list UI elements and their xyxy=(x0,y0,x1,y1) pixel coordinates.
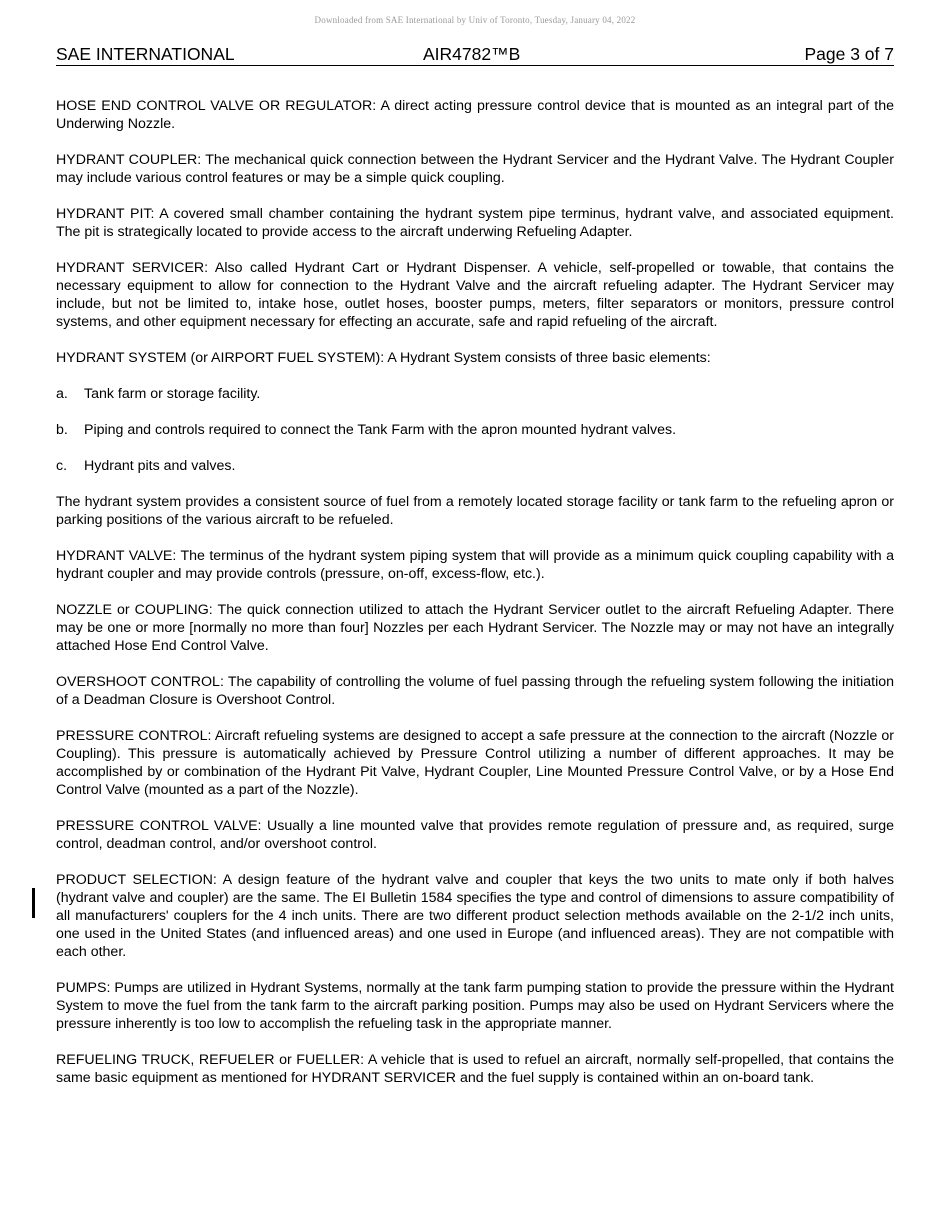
list-item xyxy=(56,385,894,403)
list-item-letter: b. xyxy=(56,422,68,438)
list-item-text: Hydrant pits and valves. xyxy=(84,458,236,474)
definition-paragraph: PRESSURE CONTROL: Aircraft refueling systems are designed to accept a safe pressure at the connection to the aircraft (Nozzle or Coupling). This pressure is automatically achieved by Pressure Control utilizing a number of different approaches. It may be accomplished by or combination of the Hydrant Pit Valve, Hydrant Coupler, Line Mounted Pressure Control Valve, or by a Hose End Control Valve (mounted as a part of the Nozzle). xyxy=(56,728,894,798)
definition-paragraph: HYDRANT VALVE: The terminus of the hydrant system piping system that will provide as a minimum quick coupling capability with a hydrant coupler and may provide controls (pressure, on-off, excess-flow, etc.). xyxy=(56,548,894,582)
download-watermark: Downloaded from SAE International by Univ of Toronto, Tuesday, January 04, 2022 xyxy=(314,15,636,25)
definition-paragraph: PRESSURE CONTROL VALVE: Usually a line mounted valve that provides remote regulation of pressure and, as required, surge control, deadman control, and/or overshoot control. xyxy=(56,818,894,852)
header-page-number: Page 3 of 7 xyxy=(804,44,894,64)
definition-paragraph: PRODUCT SELECTION: A design feature of the hydrant valve and coupler that keys the two units to mate only if both halves (hydrant valve and coupler) are the same. The EI Bulletin 1584 specifies the type and control of dimensions to assure compatibility of all manufacturers' couplers for the 4 inch units. There are two different product selection methods available on the 2-1/2 inch units, one used in the United States (and influenced areas) and one used in Europe (and influenced areas). They are not compatible with each other. xyxy=(56,872,894,960)
definition-paragraph: The hydrant system provides a consistent source of fuel from a remotely located storage facility or tank farm to the refueling apron or parking positions of the various aircraft to be refueled. xyxy=(56,494,894,528)
definition-paragraph: NOZZLE or COUPLING: The quick connection utilized to attach the Hydrant Servicer outlet to the aircraft Refueling Adapter. There may be one or more [normally no more than four] Nozzles per each Hydrant Servicer. The Nozzle may or may not have an integrally attached Hose End Control Valve. xyxy=(56,602,894,654)
revision-change-bar xyxy=(32,888,35,918)
header-document-id: AIR4782™B xyxy=(423,44,521,64)
list-item-text: Tank farm or storage facility. xyxy=(84,386,261,402)
definition-paragraph: OVERSHOOT CONTROL: The capability of controlling the volume of fuel passing through the refueling system following the initiation of a Deadman Closure is Overshoot Control. xyxy=(56,674,894,708)
definition-paragraph: HYDRANT PIT: A covered small chamber containing the hydrant system pipe terminus, hydrant valve, and associated equipment. The pit is strategically located to provide access to the aircraft underwing Refueling Adapter. xyxy=(56,206,894,240)
definition-paragraph: HYDRANT SYSTEM (or AIRPORT FUEL SYSTEM): A Hydrant System consists of three basic elements: xyxy=(56,350,711,366)
header-organization: SAE INTERNATIONAL xyxy=(56,44,235,64)
definition-paragraph: HYDRANT COUPLER: The mechanical quick connection between the Hydrant Servicer and the Hydrant Valve. The Hydrant Coupler may include various control features or may be a simple quick coupling. xyxy=(56,152,894,186)
definition-paragraph: HOSE END CONTROL VALVE OR REGULATOR: A direct acting pressure control device that is mounted as an integral part of the Underwing Nozzle. xyxy=(56,98,894,132)
definition-paragraph: PUMPS: Pumps are utilized in Hydrant Systems, normally at the tank farm pumping station to provide the pressure within the Hydrant System to move the fuel from the tank farm to the aircraft parking position. Pumps may also be used on Hydrant Servicers where the pressure inherently is too low to accomplish the refueling task in the appropriate manner. xyxy=(56,980,894,1032)
list-item-letter: a. xyxy=(56,386,68,402)
definition-paragraph: REFUELING TRUCK, REFUELER or FUELLER: A vehicle that is used to refuel an aircraft, normally self-propelled, that contains the same basic equipment as mentioned for HYDRANT SERVICER and the fuel supply is contained within an on-board tank. xyxy=(56,1052,894,1086)
page-header xyxy=(56,44,894,66)
list-item xyxy=(56,457,894,475)
document-body xyxy=(56,97,894,1105)
list-item-letter: c. xyxy=(56,458,68,474)
list-item-text: Piping and controls required to connect the Tank Farm with the apron mounted hydrant valves. xyxy=(84,422,677,438)
list-item xyxy=(56,421,894,439)
definition-paragraph: HYDRANT SERVICER: Also called Hydrant Cart or Hydrant Dispenser. A vehicle, self-propelled or towable, that contains the necessary equipment to allow for connection to the Hydrant Valve and the aircraft refueling adapter. The Hydrant Servicer may include, but not be limited to, intake hose, outlet hoses, booster pumps, meters, filter separators or monitors, pressure control systems, and other equipment necessary for effecting an accurate, safe and rapid refueling of the aircraft. xyxy=(56,260,894,330)
